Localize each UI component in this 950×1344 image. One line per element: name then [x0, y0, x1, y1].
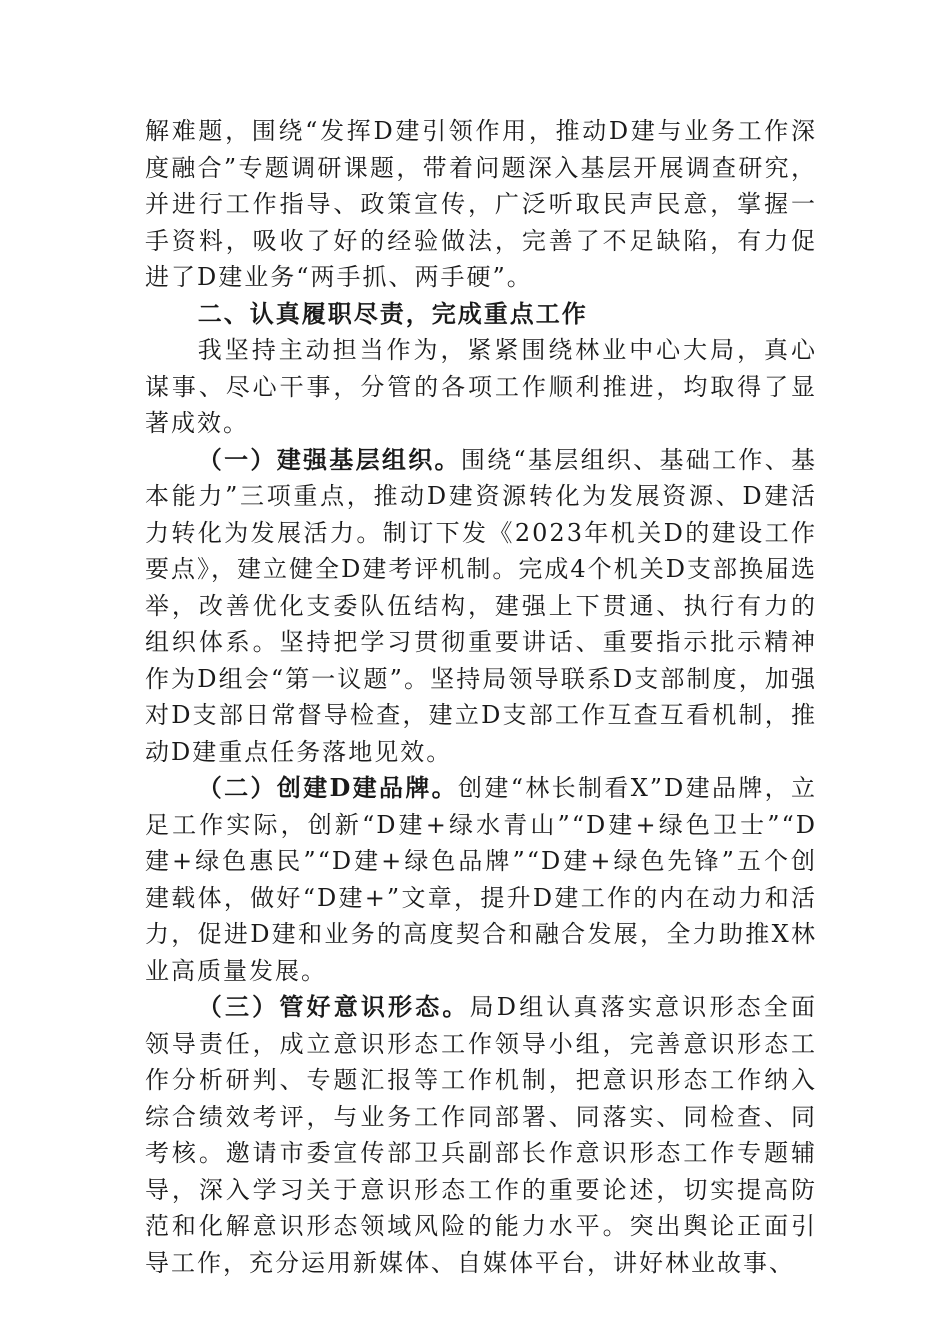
- item-body-1: 围绕“基层组织、基础工作、基本能力”三项重点，推动D建资源转化为发展资源、D建活力转化为发展活力。制订下发《2023年机关D的建设工作要点》，建立健全D建考评机制。完成4个机关D支部换届选举，改善优化支委队伍结构，建强上下贯通、执行有力的组织体系。坚持把学习贯彻重要讲话、重要指示批示精神作为D组会“第一议题”。坚持局领导联系D支部制度，加强对D支部日常督导检查，建立D支部工作互查互看机制，推动D建重点任务落地见效。: [145, 445, 817, 766]
- item-lead-3: （三）管好意识形态。: [197, 992, 470, 1021]
- item-lead-2: （二）创建D建品牌。: [197, 773, 459, 802]
- section-intro-paragraph: 我坚持主动担当作为，紧紧围绕林业中心大局，真心谋事、尽心干事，分管的各项工作顺利推进，均取得了显著成效。: [145, 336, 817, 437]
- section-heading: 二、认真履职尽责，完成重点工作: [197, 299, 588, 328]
- intro-continuation-paragraph: 解难题，围绕“发挥D建引领作用，推动D建与业务工作深度融合”专题调研课题，带着问题深入基层开展调查研究，并进行工作指导、政策宣传，广泛听取民声民意，掌握一手资料，吸收了好的经验做法，完善了不足缺陷，有力促进了D建业务“两手抓、两手硬”。: [145, 117, 817, 291]
- item-body-3: 局D组认真落实意识形态全面领导责任，成立意识形态工作领导小组，完善意识形态工作分析研判、专题汇报等工作机制，把意识形态工作纳入综合绩效考评，与业务工作同部署、同落实、同检查、同考核。邀请市委宣传部卫兵副部长作意识形态工作专题辅导，深入学习关于意识形态工作的重要论述，切实提高防范和化解意识形态领域风险的能力水平。突出舆论正面引导工作，充分运用新媒体、自媒体平台，讲好林业故事、: [145, 993, 817, 1277]
- item-paragraph-2: [145, 770, 817, 989]
- item-paragraph-1: [145, 442, 817, 771]
- item-body-2: 创建“林长制看X”D建品牌，立足工作实际，创新“D建+绿水青山”“D建+绿色卫士”“D建+绿色惠民”“D建+绿色品牌”“D建+绿色先锋”五个创建载体，做好“D建+”文章，提升D建工作的内在动力和活力，促进D建和业务的高度契合和融合发展，全力助推X林业高质量发展。: [145, 774, 817, 985]
- document-page: [145, 113, 817, 1281]
- item-paragraph-3: [145, 989, 817, 1281]
- item-lead-1: （一）建强基层组织。: [197, 444, 461, 474]
